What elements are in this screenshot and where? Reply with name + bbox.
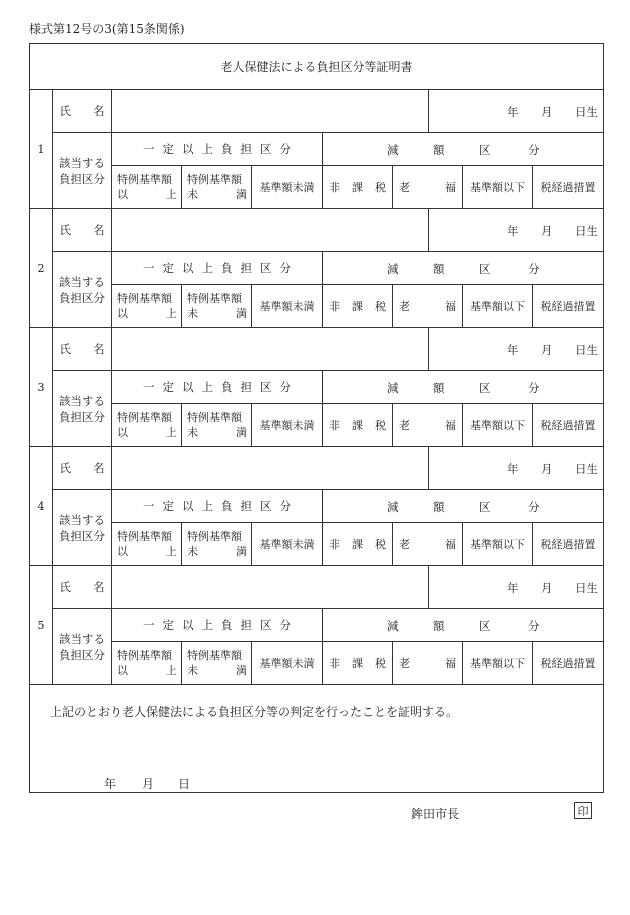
option-tokurei-miman[interactable] [182, 166, 252, 208]
option-ijo-char-2: 上 [166, 545, 177, 558]
option-kijun-ika[interactable] [463, 523, 533, 565]
option-tokurei-miman-line1: 特例基準額 [187, 411, 242, 424]
birth-year-label: 年 [507, 105, 519, 119]
option-ijo-char-1: 以 [117, 426, 128, 439]
option-kijun-miman[interactable] [252, 642, 323, 684]
option-kijun-ika-text: 基準額以下 [470, 657, 525, 670]
option-miman-char-2: 満 [236, 545, 247, 558]
option-tokurei-ijo[interactable] [112, 404, 182, 446]
reduction-char-1: 減 [387, 619, 399, 633]
birthdate-field[interactable] [429, 209, 603, 251]
option-hikazei-char-2: 課 [352, 181, 363, 194]
option-hikazei-char-3: 税 [375, 300, 386, 313]
option-tokurei-miman[interactable] [182, 285, 252, 327]
cert-year-label: 年 [104, 777, 117, 791]
option-hikazei-char-1: 非 [329, 181, 340, 194]
name-label [53, 566, 112, 608]
option-tokurei-miman[interactable] [182, 642, 252, 684]
birth-year-label: 年 [507, 581, 519, 595]
option-zeikei-text: 税経過措置 [540, 300, 596, 313]
name-row [53, 209, 603, 252]
birth-year-label: 年 [507, 462, 519, 476]
option-hikazei[interactable] [323, 523, 393, 565]
option-rofuku-char-2: 福 [445, 300, 456, 313]
category-label-line1: 該当する [59, 274, 105, 289]
option-kijun-miman[interactable] [252, 523, 323, 565]
certificate-form [29, 43, 604, 821]
name-label-mei: 名 [93, 461, 105, 475]
form-title: 老人保健法による負担区分等証明書 [30, 44, 603, 90]
option-hikazei[interactable] [323, 285, 393, 327]
option-miman-char-2: 満 [236, 664, 247, 677]
option-rofuku-char-1: 老 [399, 181, 410, 194]
reduction-char-1: 減 [387, 500, 399, 514]
option-miman-char-1: 未 [187, 664, 198, 677]
option-tokurei-ijo[interactable] [112, 523, 182, 565]
option-tokurei-ijo[interactable] [112, 642, 182, 684]
person-entry [30, 328, 603, 447]
name-row [53, 447, 603, 490]
option-tokurei-miman[interactable] [182, 523, 252, 565]
option-zeikei-text: 税経過措置 [540, 538, 596, 551]
option-rofuku-char-2: 福 [445, 181, 456, 194]
option-hikazei-char-2: 課 [352, 419, 363, 432]
option-tokurei-miman-line1: 特例基準額 [187, 173, 242, 186]
option-hikazei[interactable] [323, 642, 393, 684]
certification-statement: 上記のとおり老人保健法による負担区分等の判定を行ったことを証明する。 [50, 705, 459, 719]
name-field[interactable] [112, 90, 429, 132]
option-zeikei[interactable] [533, 523, 603, 565]
reduction-char-3: 区 [479, 143, 491, 157]
option-hikazei-char-3: 税 [375, 657, 386, 670]
option-tokurei-ijo-line1: 特例基準額 [117, 411, 172, 424]
category-label-line2: 負担区分 [59, 647, 105, 662]
option-hikazei-char-2: 課 [352, 657, 363, 670]
reduction-char-4: 分 [528, 500, 540, 514]
category-label [53, 133, 112, 208]
reduction-header [323, 371, 603, 404]
birthdate-field[interactable] [429, 328, 603, 370]
option-miman-char-1: 未 [187, 426, 198, 439]
name-label-shi: 氏 [59, 580, 71, 594]
option-kijun-ika-text: 基準額以下 [470, 538, 525, 551]
option-zeikei[interactable] [533, 642, 603, 684]
reduction-char-2: 額 [433, 500, 445, 514]
option-hikazei[interactable] [323, 404, 393, 446]
reduction-char-2: 額 [433, 143, 445, 157]
option-hikazei-char-1: 非 [329, 657, 340, 670]
name-label-mei: 名 [93, 223, 105, 237]
birthdate-field[interactable] [429, 447, 603, 489]
option-tokurei-miman-line1: 特例基準額 [187, 649, 242, 662]
birth-month-label: 月 [541, 462, 553, 476]
option-hikazei-char-2: 課 [352, 538, 363, 551]
seal-mark: 印 [574, 802, 592, 819]
birth-day-label: 日生 [575, 462, 598, 476]
option-hikazei-char-1: 非 [329, 300, 340, 313]
option-hikazei-char-3: 税 [375, 538, 386, 551]
entry-number: 3 [30, 328, 53, 446]
birth-month-label: 月 [541, 343, 553, 357]
name-label-mei: 名 [93, 580, 105, 594]
name-label [53, 209, 112, 251]
option-hikazei-char-1: 非 [329, 419, 340, 432]
option-tokurei-miman-line1: 特例基準額 [187, 292, 242, 305]
option-zeikei-text: 税経過措置 [540, 181, 596, 194]
mayor-title: 鉾田市長 [411, 807, 460, 821]
reduction-header [323, 490, 603, 523]
option-tokurei-miman[interactable] [182, 404, 252, 446]
birth-month-label: 月 [541, 224, 553, 238]
option-ijo-char-1: 以 [117, 545, 128, 558]
name-field[interactable] [112, 566, 429, 608]
birthdate-field[interactable] [429, 566, 603, 608]
option-rofuku-char-1: 老 [399, 300, 410, 313]
option-rofuku[interactable] [393, 404, 463, 446]
reduction-header [323, 609, 603, 642]
option-zeikei[interactable] [533, 404, 603, 446]
category-label-line2: 負担区分 [59, 409, 105, 424]
option-tokurei-ijo-line1: 特例基準額 [117, 292, 172, 305]
birth-day-label: 日生 [575, 581, 598, 595]
birth-month-label: 月 [541, 105, 553, 119]
option-kijun-miman-text: 基準額未満 [259, 181, 315, 194]
name-label-shi: 氏 [59, 223, 71, 237]
option-zeikei[interactable] [533, 285, 603, 327]
birth-day-label: 日生 [575, 224, 598, 238]
reduction-char-3: 区 [479, 619, 491, 633]
reduction-char-1: 減 [387, 143, 399, 157]
option-rofuku[interactable] [393, 166, 463, 208]
fixed-burden-header: 一定以上負担区分 [112, 133, 323, 166]
category-label-line2: 負担区分 [59, 171, 105, 186]
option-kijun-miman-text: 基準額未満 [259, 419, 315, 432]
name-field[interactable] [112, 209, 429, 251]
entry-number: 2 [30, 209, 53, 327]
option-rofuku[interactable] [393, 642, 463, 684]
option-miman-char-1: 未 [187, 188, 198, 201]
option-ijo-char-2: 上 [166, 307, 177, 320]
option-hikazei-char-3: 税 [375, 419, 386, 432]
option-rofuku-char-2: 福 [445, 657, 456, 670]
option-rofuku-char-1: 老 [399, 657, 410, 670]
option-rofuku[interactable] [393, 285, 463, 327]
option-rofuku-char-2: 福 [445, 538, 456, 551]
option-tokurei-ijo-line1: 特例基準額 [117, 173, 172, 186]
option-zeikei[interactable] [533, 166, 603, 208]
reduction-char-3: 区 [479, 262, 491, 276]
category-label-line1: 該当する [59, 631, 105, 646]
option-ijo-char-2: 上 [166, 664, 177, 677]
category-label-line2: 負担区分 [59, 528, 105, 543]
person-entry [30, 209, 603, 328]
category-label [53, 609, 112, 684]
name-label-shi: 氏 [59, 342, 71, 356]
category-label [53, 252, 112, 327]
category-label [53, 490, 112, 565]
option-miman-char-1: 未 [187, 545, 198, 558]
reduction-char-4: 分 [528, 619, 540, 633]
reduction-char-3: 区 [479, 381, 491, 395]
reduction-char-3: 区 [479, 500, 491, 514]
option-tokurei-ijo[interactable] [112, 285, 182, 327]
cert-day-label: 日 [178, 777, 191, 791]
option-miman-char-2: 満 [236, 426, 247, 439]
option-kijun-ika[interactable] [463, 285, 533, 327]
reduction-char-4: 分 [528, 143, 540, 157]
entry-number: 1 [30, 90, 53, 208]
birth-year-label: 年 [507, 224, 519, 238]
name-field[interactable] [112, 447, 429, 489]
option-kijun-miman-text: 基準額未満 [259, 657, 315, 670]
option-tokurei-ijo[interactable] [112, 166, 182, 208]
birthdate-field[interactable] [429, 90, 603, 132]
reduction-char-2: 額 [433, 619, 445, 633]
certification-section [30, 685, 603, 821]
option-hikazei-char-3: 税 [375, 181, 386, 194]
option-kijun-miman[interactable] [252, 166, 323, 208]
option-tokurei-ijo-line1: 特例基準額 [117, 530, 172, 543]
option-kijun-miman[interactable] [252, 404, 323, 446]
option-kijun-ika[interactable] [463, 642, 533, 684]
name-label [53, 90, 112, 132]
cert-month-label: 月 [142, 777, 155, 791]
reduction-header [323, 252, 603, 285]
name-label [53, 328, 112, 370]
option-kijun-ika[interactable] [463, 404, 533, 446]
fixed-burden-header: 一定以上負担区分 [112, 609, 323, 642]
option-rofuku-char-2: 福 [445, 419, 456, 432]
option-miman-char-1: 未 [187, 307, 198, 320]
option-ijo-char-1: 以 [117, 307, 128, 320]
option-miman-char-2: 満 [236, 307, 247, 320]
category-label [53, 371, 112, 446]
option-rofuku-char-1: 老 [399, 538, 410, 551]
category-label-line1: 該当する [59, 155, 105, 170]
name-row [53, 90, 603, 133]
reduction-char-2: 額 [433, 262, 445, 276]
person-entry [30, 566, 603, 685]
fixed-burden-header: 一定以上負担区分 [112, 490, 323, 523]
name-label-mei: 名 [93, 104, 105, 118]
option-miman-char-2: 満 [236, 188, 247, 201]
person-entry [30, 90, 603, 209]
option-kijun-ika-text: 基準額以下 [470, 181, 525, 194]
entry-number: 4 [30, 447, 53, 565]
birth-year-label: 年 [507, 343, 519, 357]
birth-month-label: 月 [541, 581, 553, 595]
option-ijo-char-2: 上 [166, 426, 177, 439]
category-label-line1: 該当する [59, 393, 105, 408]
option-hikazei-char-1: 非 [329, 538, 340, 551]
birth-day-label: 日生 [575, 105, 598, 119]
option-kijun-miman-text: 基準額未満 [259, 538, 315, 551]
name-row [53, 566, 603, 609]
reduction-char-2: 額 [433, 381, 445, 395]
name-label-shi: 氏 [59, 461, 71, 475]
option-rofuku-char-1: 老 [399, 419, 410, 432]
reduction-header [323, 133, 603, 166]
reduction-char-4: 分 [528, 381, 540, 395]
option-hikazei[interactable] [323, 166, 393, 208]
option-tokurei-miman-line1: 特例基準額 [187, 530, 242, 543]
name-label-mei: 名 [93, 342, 105, 356]
option-kijun-ika-text: 基準額以下 [470, 300, 525, 313]
option-kijun-ika[interactable] [463, 166, 533, 208]
option-ijo-char-1: 以 [117, 664, 128, 677]
option-zeikei-text: 税経過措置 [540, 657, 596, 670]
option-hikazei-char-2: 課 [352, 300, 363, 313]
entry-number: 5 [30, 566, 53, 684]
birth-day-label: 日生 [575, 343, 598, 357]
name-label-shi: 氏 [59, 104, 71, 118]
option-ijo-char-1: 以 [117, 188, 128, 201]
option-rofuku[interactable] [393, 523, 463, 565]
category-label-line1: 該当する [59, 512, 105, 527]
option-tokurei-ijo-line1: 特例基準額 [117, 649, 172, 662]
fixed-burden-header: 一定以上負担区分 [112, 252, 323, 285]
form-number: 様式第12号の3(第15条関係) [29, 22, 185, 36]
category-label-line2: 負担区分 [59, 290, 105, 305]
reduction-char-4: 分 [528, 262, 540, 276]
option-ijo-char-2: 上 [166, 188, 177, 201]
option-kijun-miman-text: 基準額未満 [259, 300, 315, 313]
name-row [53, 328, 603, 371]
name-label [53, 447, 112, 489]
option-kijun-miman[interactable] [252, 285, 323, 327]
option-zeikei-text: 税経過措置 [540, 419, 596, 432]
option-kijun-ika-text: 基準額以下 [470, 419, 525, 432]
person-entry [30, 447, 603, 566]
name-field[interactable] [112, 328, 429, 370]
fixed-burden-header: 一定以上負担区分 [112, 371, 323, 404]
reduction-char-1: 減 [387, 381, 399, 395]
reduction-char-1: 減 [387, 262, 399, 276]
